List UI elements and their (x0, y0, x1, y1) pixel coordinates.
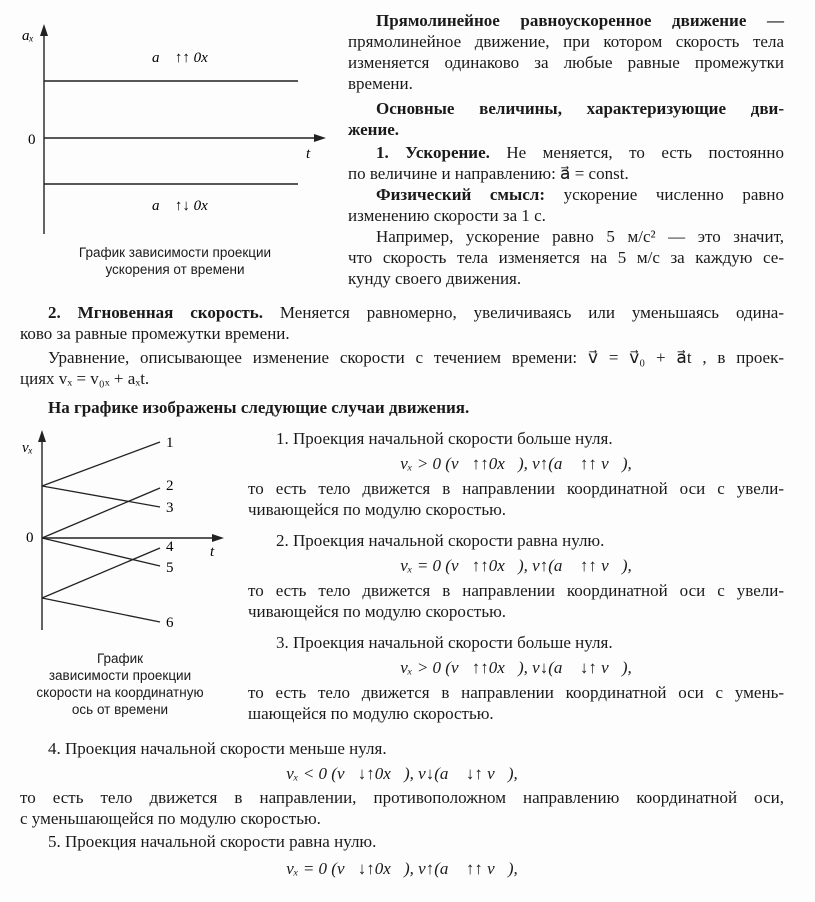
case-5-formula: vₓ = 0 (v⃗↓↑0x⃗), v↑(a⃗ ↑↑ v⃗), (286, 859, 518, 878)
definition-line: изменяется одинаково за любые равные промежутки (348, 53, 784, 72)
definition-block (348, 10, 784, 94)
acceleration-zero-label: 0 (28, 132, 36, 148)
case-5-title: 5. Проекция начальной скорости равна нулю. (48, 832, 377, 851)
definition-line: прямолинейное движение, при котором скорость тела (348, 32, 784, 51)
line-label-2: 2 (166, 478, 174, 494)
line-label-5: 5 (166, 560, 174, 576)
case-4-text: то есть тело движется в направлении, противоположном направлению координатной оси, (20, 788, 784, 807)
definition-term: Прямолинейное равноускоренное движение — (376, 11, 784, 30)
velocity-line-1 (42, 442, 160, 486)
velocity-line-6 (42, 598, 160, 622)
caption-line: График (96, 651, 144, 666)
velocity-block (20, 302, 784, 389)
cases-1-3 (248, 428, 784, 724)
example-text: кунду своего движения. (348, 269, 522, 288)
acceleration-block (348, 142, 784, 289)
line-label-1: 1 (166, 435, 174, 451)
acceleration-graph-caption (40, 244, 310, 278)
case-2-formula: vₓ = 0 (v⃗↑↑0x⃗), v↑(a⃗ ↑↑ v⃗), (400, 556, 632, 575)
case-4-text: с уменьшающейся по модулю скоростью. (20, 809, 321, 828)
line-label-3: 3 (166, 500, 174, 516)
case-3-formula: vₓ > 0 (v⃗↑↑0x⃗), v↓(a⃗ ↓↑ v⃗), (400, 658, 632, 677)
velocity-y-label: vₓ (22, 440, 33, 456)
heading-line: Основные величины, характеризующие дви- (376, 99, 784, 118)
velocity-title: 2. Мгновенная скорость. (48, 303, 263, 322)
velocity-text: Меняется равномерно, увеличиваясь или уменьшаясь одина- (279, 303, 785, 322)
case-2-text: то есть тело движется в направлении координатной оси с увели- (248, 581, 784, 600)
example-text: что скорость тела изменяется на 5 м/с за каждую се- (348, 248, 784, 267)
cases-4-5 (20, 738, 784, 879)
case-1-text: чивающейся по модулю скоростью. (248, 500, 507, 519)
acceleration-y-label: aₓ (22, 28, 34, 44)
basics-heading (348, 98, 784, 140)
meaning-text: ускорение численно равно (563, 185, 784, 204)
velocity-line-5 (42, 538, 160, 566)
velocity-graph (20, 430, 235, 635)
acceleration-title: 1. Ускорение. (376, 143, 490, 162)
acceleration-t-label: t (306, 146, 311, 162)
meaning-title: Физический смысл: (376, 185, 545, 204)
velocity-line-4 (42, 548, 160, 598)
case-4-title: 4. Проекция начальной скорости меньше нуля. (48, 739, 387, 758)
case-2-title: 2. Проекция начальной скорости равна нулю. (276, 531, 605, 550)
example-text: Например, ускорение равно 5 м/с² — это значит, (376, 227, 784, 246)
velocity-zero-label: 0 (26, 530, 34, 546)
heading-line: жение. (348, 120, 400, 139)
acceleration-text: по величине и направлению: a⃗ = const. (348, 164, 629, 183)
case-3-text: шающейся по модулю скоростью. (248, 704, 494, 723)
case-1-title: 1. Проекция начальной скорости больше нуля. (276, 429, 613, 448)
case-1-text: то есть тело движется в направлении координатной оси с увели- (248, 479, 784, 498)
caption-line: ось от времени (71, 702, 169, 717)
caption-line: скорости на координатную (36, 685, 204, 700)
acceleration-text: Не меняется, то есть постоянно (506, 143, 784, 162)
velocity-text: ково за равные промежутки времени. (20, 324, 290, 343)
velocity-line-3 (42, 486, 160, 507)
definition-line: времени. (348, 74, 413, 93)
meaning-text: изменению скорости за 1 с. (348, 206, 546, 225)
case-1-formula: vₓ > 0 (v⃗↑↑0x⃗), v↑(a⃗ ↑↑ v⃗), (400, 454, 632, 473)
line-label-4: 4 (166, 539, 174, 555)
acceleration-graph (20, 22, 330, 240)
velocity-t-label: t (210, 544, 215, 560)
case-3-text: то есть тело движется в направлении координатной оси с умень- (248, 683, 784, 702)
case-2-text: чивающейся по модулю скоростью. (248, 602, 507, 621)
velocity-graph-caption (20, 650, 220, 718)
case-4-formula: vₓ < 0 (v⃗↓↑0x⃗), v↓(a⃗ ↓↑ v⃗), (286, 764, 518, 783)
caption-line: График зависимости проекции (78, 245, 272, 260)
velocity-equation: Уравнение, описывающее изменение скорости с течением времени: v⃗ = v⃗₀ + a⃗t , в проек- (48, 348, 784, 367)
case-3-title: 3. Проекция начальной скорости больше нуля. (276, 633, 613, 652)
caption-line: зависимости проекции (48, 668, 192, 683)
velocity-equation: циях vₓ = v₀ₓ + aₓt. (20, 369, 150, 388)
line-label-6: 6 (166, 615, 174, 631)
acceleration-upper-label: a⃗ ↑↑ 0x⃗ (152, 50, 220, 66)
caption-line: ускорения от времени (105, 262, 245, 277)
acceleration-lower-label: a⃗ ↑↓ 0x⃗ (152, 198, 220, 214)
velocity-line-2 (42, 488, 160, 538)
cases-heading: На графике изображены следующие случаи движения. (48, 398, 470, 417)
